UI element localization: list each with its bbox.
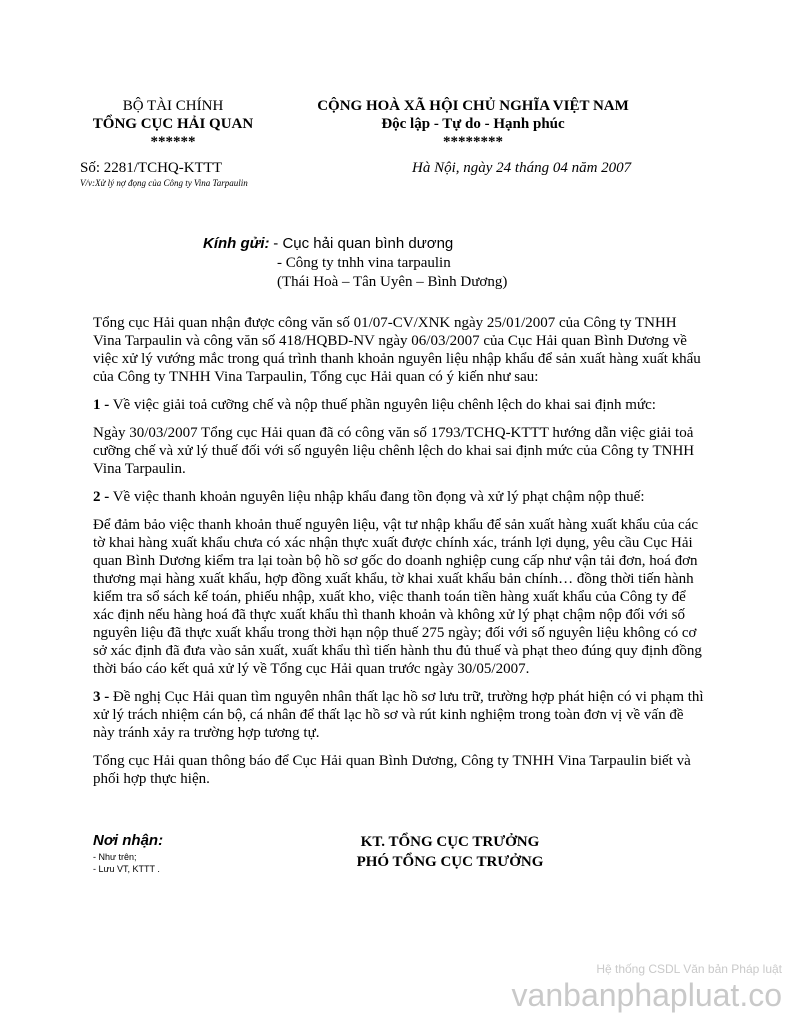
addressee-address: (Thái Hoà – Tân Uyên – Bình Dương) bbox=[277, 274, 508, 290]
distribution-title: Nơi nhận: bbox=[93, 832, 164, 849]
addressee-block bbox=[203, 234, 507, 292]
letter-body bbox=[93, 314, 705, 798]
distribution-item: - Lưu VT, KTTT . bbox=[93, 864, 160, 874]
watermark-caption: Hệ thống CSDL Văn bản Pháp luật bbox=[596, 962, 782, 976]
item-1-heading bbox=[93, 396, 705, 414]
distribution-block bbox=[93, 832, 163, 875]
national-title-block bbox=[298, 97, 648, 151]
country-name: CỘNG HOÀ XÃ HỘI CHỦ NGHĨA VIỆT NAM bbox=[317, 98, 629, 114]
department-name: TỔNG CỤC HẢI QUAN bbox=[92, 116, 254, 132]
item-2-paragraph: Để đảm bảo việc thanh khoản thuế nguyên liệu, vật tư nhập khẩu để sản xuất hàng xuất khẩu của các tờ khai hàng xuất khẩu chưa có xác nhận thực xuất được chính xác, tránh lợi dụng, yêu cầu Cục Hải quan Bình Dương kiểm tra lại toàn bộ hồ sơ gốc do doanh nghiệp cung cấp như vận tải đơn, hoá đơn thương mại hàng xuất khẩu, hợp đồng xuất khẩu, tờ khai xuất khẩu bản chính… đồng thời tiến hành kiểm tra sổ sách kế toán, phiếu nhập, xuất kho, việc thanh toán tiền hàng xuất khẩu của Công ty để xác định nếu hàng hoá đã thực xuất khẩu thì thanh khoản và không xử lý phạt chậm nộp đối với số nguyên liệu đã thực xuất khẩu trong thời hạn nộp thuế 275 ngày; đối với số nguyên liệu không có cơ sở xác định đã đưa vào sản xuất, xuất khẩu thì tiến hành thu đủ thuế và phạt theo đúng quy định đồng thời báo cáo kết quả xử lý về Tổng cục Hải quan trước ngày 30/05/2007. bbox=[93, 517, 702, 677]
item-1-title: Về việc giải toả cưỡng chế và nộp thuế phần nguyên liệu chênh lệch do khai sai định mức: bbox=[109, 397, 656, 413]
place-and-date: Hà Nội, ngày 24 tháng 04 năm 2007 bbox=[412, 160, 632, 176]
signature-block bbox=[320, 832, 580, 872]
site-watermark bbox=[512, 962, 782, 1014]
item-1-number: 1 - bbox=[93, 397, 110, 413]
item-2-title: Về việc thanh khoản nguyên liệu nhập khẩu đang tồn đọng và xử lý phạt chậm nộp thuế: bbox=[109, 489, 645, 505]
signer-title-1: KT. TỔNG CỤC TRƯỞNG bbox=[360, 834, 540, 850]
distribution-list bbox=[93, 851, 163, 875]
intro-paragraph: Tổng cục Hải quan nhận được công văn số 01/07-CV/XNK ngày 25/01/2007 của Công ty TNHH Vina Tarpaulin và công văn số 418/HQBD-NV ngày 06/03/2007 của Cục Hải quan Bình Dương về việc xử lý vướng mắc trong quá trình thanh khoản nguyên liệu nhập khẩu để sản xuất hàng xuất khẩu của Công ty TNHH Vina Tarpaulin, Tổng cục Hải quan có ý kiến như sau: bbox=[93, 315, 701, 385]
addressee-line-1 bbox=[203, 234, 507, 254]
signer-title-2: PHÓ TỔNG CỤC TRƯỞNG bbox=[356, 854, 544, 870]
document-number: Số: 2281/TCHQ-KTTT bbox=[80, 160, 223, 176]
issuing-agency-block bbox=[78, 97, 268, 151]
item-2-heading bbox=[93, 488, 705, 506]
watermark-domain: vanbanphapluat.co bbox=[511, 977, 782, 1013]
motto-separator: ******** bbox=[443, 134, 503, 150]
closing-paragraph: Tổng cục Hải quan thông báo để Cục Hải quan Bình Dương, Công ty TNHH Vina Tarpaulin biết và phối hợp thực hiện. bbox=[93, 753, 691, 787]
agency-separator: ****** bbox=[150, 134, 196, 150]
addressee-2: - Công ty tnhh vina tarpaulin bbox=[277, 255, 451, 271]
document-subject: V/v:Xử lý nợ đọng của Công ty Vina Tarpaulin bbox=[80, 178, 248, 188]
item-3-text: Đề nghị Cục Hải quan tìm nguyên nhân thất lạc hồ sơ lưu trữ, trường hợp phát hiện có vi phạm thì xử lý trách nhiệm cán bộ, cá nhân để thất lạc hồ sơ và rút kinh nghiệm trong toàn đơn vị về vấn đề này tránh xảy ra trường hợp tương tự. bbox=[93, 689, 704, 741]
addressee-label: Kính gửi: bbox=[203, 235, 270, 252]
national-motto: Độc lập - Tự do - Hạnh phúc bbox=[381, 116, 565, 132]
item-1-paragraph: Ngày 30/03/2007 Tổng cục Hải quan đã có công văn số 1793/TCHQ-KTTT hướng dẫn việc giải toả cưỡng chế và xử lý thuế đối với số nguyên liệu chênh lệch do khai sai định mức của Công ty TNHH Vina Tarpaulin. bbox=[93, 425, 695, 477]
item-3-paragraph bbox=[93, 688, 705, 742]
distribution-item: - Như trên; bbox=[93, 852, 137, 862]
item-2-number: 2 - bbox=[93, 489, 110, 505]
item-3-number: 3 - bbox=[93, 689, 110, 705]
ministry-name: BỘ TÀI CHÍNH bbox=[122, 98, 224, 114]
addressee-1: - Cục hải quan bình dương bbox=[273, 235, 454, 252]
